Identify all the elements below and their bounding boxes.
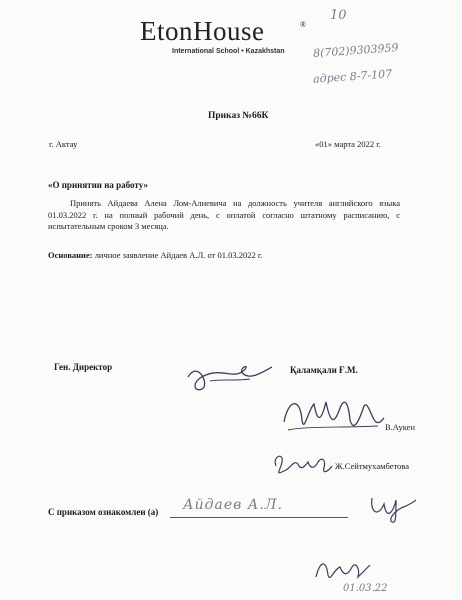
basis-text: личное заявление Айдаев А.Л. от 01.03.2022 г. <box>92 250 263 260</box>
seitmukhambetova-signature <box>270 448 336 482</box>
acknowledgement-line <box>170 517 348 518</box>
basis-label: Основание: <box>48 250 93 260</box>
signer-aukeh: В.Аукен <box>385 422 415 432</box>
order-date: «01» марта 2022 г. <box>315 139 381 149</box>
handwritten-date: 01.03.22 <box>343 583 388 594</box>
handwritten-number: 10 <box>330 8 347 23</box>
order-basis <box>48 250 262 260</box>
registered-mark: ® <box>300 20 307 29</box>
director-name: Қаламқали Ғ.М. <box>290 365 358 375</box>
aukeh-signature <box>278 390 386 442</box>
director-title: Ген. Директор <box>54 362 113 372</box>
acknowledgement-label: С приказом ознакомлен (а) <box>48 507 159 517</box>
signer-seitmukhambetova: Ж.Сейтмухамбетова <box>335 461 409 471</box>
order-title: Приказ №66К <box>208 111 269 121</box>
handwritten-address: адрес 8-7-107 <box>312 67 393 86</box>
order-subject: «О принятии на работу» <box>48 180 148 190</box>
order-city: г. Актау <box>49 139 78 149</box>
employee-handwritten-name: Айдаев А.Л. <box>183 497 283 513</box>
school-logo-subtitle: International School • Kazakhstan <box>172 48 285 55</box>
employee-signature <box>366 490 418 526</box>
school-logo-name: EtonHouse <box>140 16 265 46</box>
bottom-signature <box>312 555 372 585</box>
handwritten-phone: 8(702)9303959 <box>312 41 399 60</box>
director-signature <box>180 355 275 395</box>
order-body: Принять Айдаева Алена Лом-Алиевича на должность учителя английского языка 01.03.2022 г. на полный рабочий день, с оплатой согласно штатному расписанию, с испытательным сроком 3 месяца. <box>48 198 400 231</box>
